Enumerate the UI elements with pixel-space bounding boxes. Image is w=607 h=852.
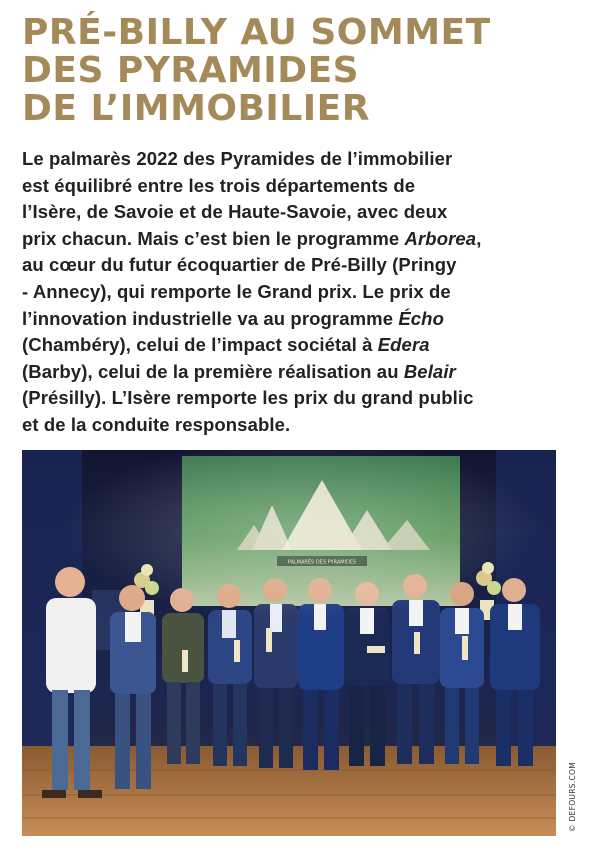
body-text-fragment: l’innovation industrielle va au programme <box>22 307 399 329</box>
award-ceremony-photo <box>22 450 556 836</box>
body-line-9 <box>22 359 567 386</box>
body-line-4 <box>22 226 567 253</box>
article-body <box>22 146 567 439</box>
program-name-edera: Edera <box>377 334 430 356</box>
body-line-8 <box>22 332 567 359</box>
program-name-arborea: Arborea <box>404 227 477 249</box>
body-text-fragment: (Chambéry), celui de l’impact sociétal à <box>22 334 378 356</box>
body-line-5: au cœur du futur écoquartier de Pré-Billy (Pringy <box>22 254 457 276</box>
body-line-2: est équilibré entre les trois départements de <box>22 174 416 196</box>
program-name-echo: Écho <box>398 307 444 329</box>
body-line-3: l’Isère, de Savoie et de Haute-Savoie, avec deux <box>22 201 448 223</box>
title-line-2: DES PYRAMIDES <box>22 50 360 91</box>
body-text-fragment: prix chacun. Mais c’est bien le programme <box>22 227 405 249</box>
photo-illustration <box>22 450 556 836</box>
body-line-10: (Présilly). L’Isère remporte les prix du grand public <box>22 387 474 409</box>
photo-credit <box>564 762 584 832</box>
title-line-3: DE L’IMMOBILIER <box>22 88 370 129</box>
body-line-1: Le palmarès 2022 des Pyramides de l’immobilier <box>22 148 453 169</box>
body-line-6: - Annecy), qui remporte le Grand prix. Le prix de <box>22 280 451 302</box>
program-name-belair: Belair <box>403 360 456 382</box>
article-title <box>22 14 582 128</box>
body-line-7 <box>22 306 567 333</box>
body-line-11: et de la conduite responsable. <box>22 413 291 435</box>
body-text-fragment: , <box>476 227 482 249</box>
title-line-1: PRÉ-BILLY AU SOMMET <box>22 12 491 53</box>
photo-credit-text: © DEFOURS.COM <box>568 762 577 832</box>
body-text-fragment: (Barby), celui de la première réalisation au <box>22 360 404 382</box>
